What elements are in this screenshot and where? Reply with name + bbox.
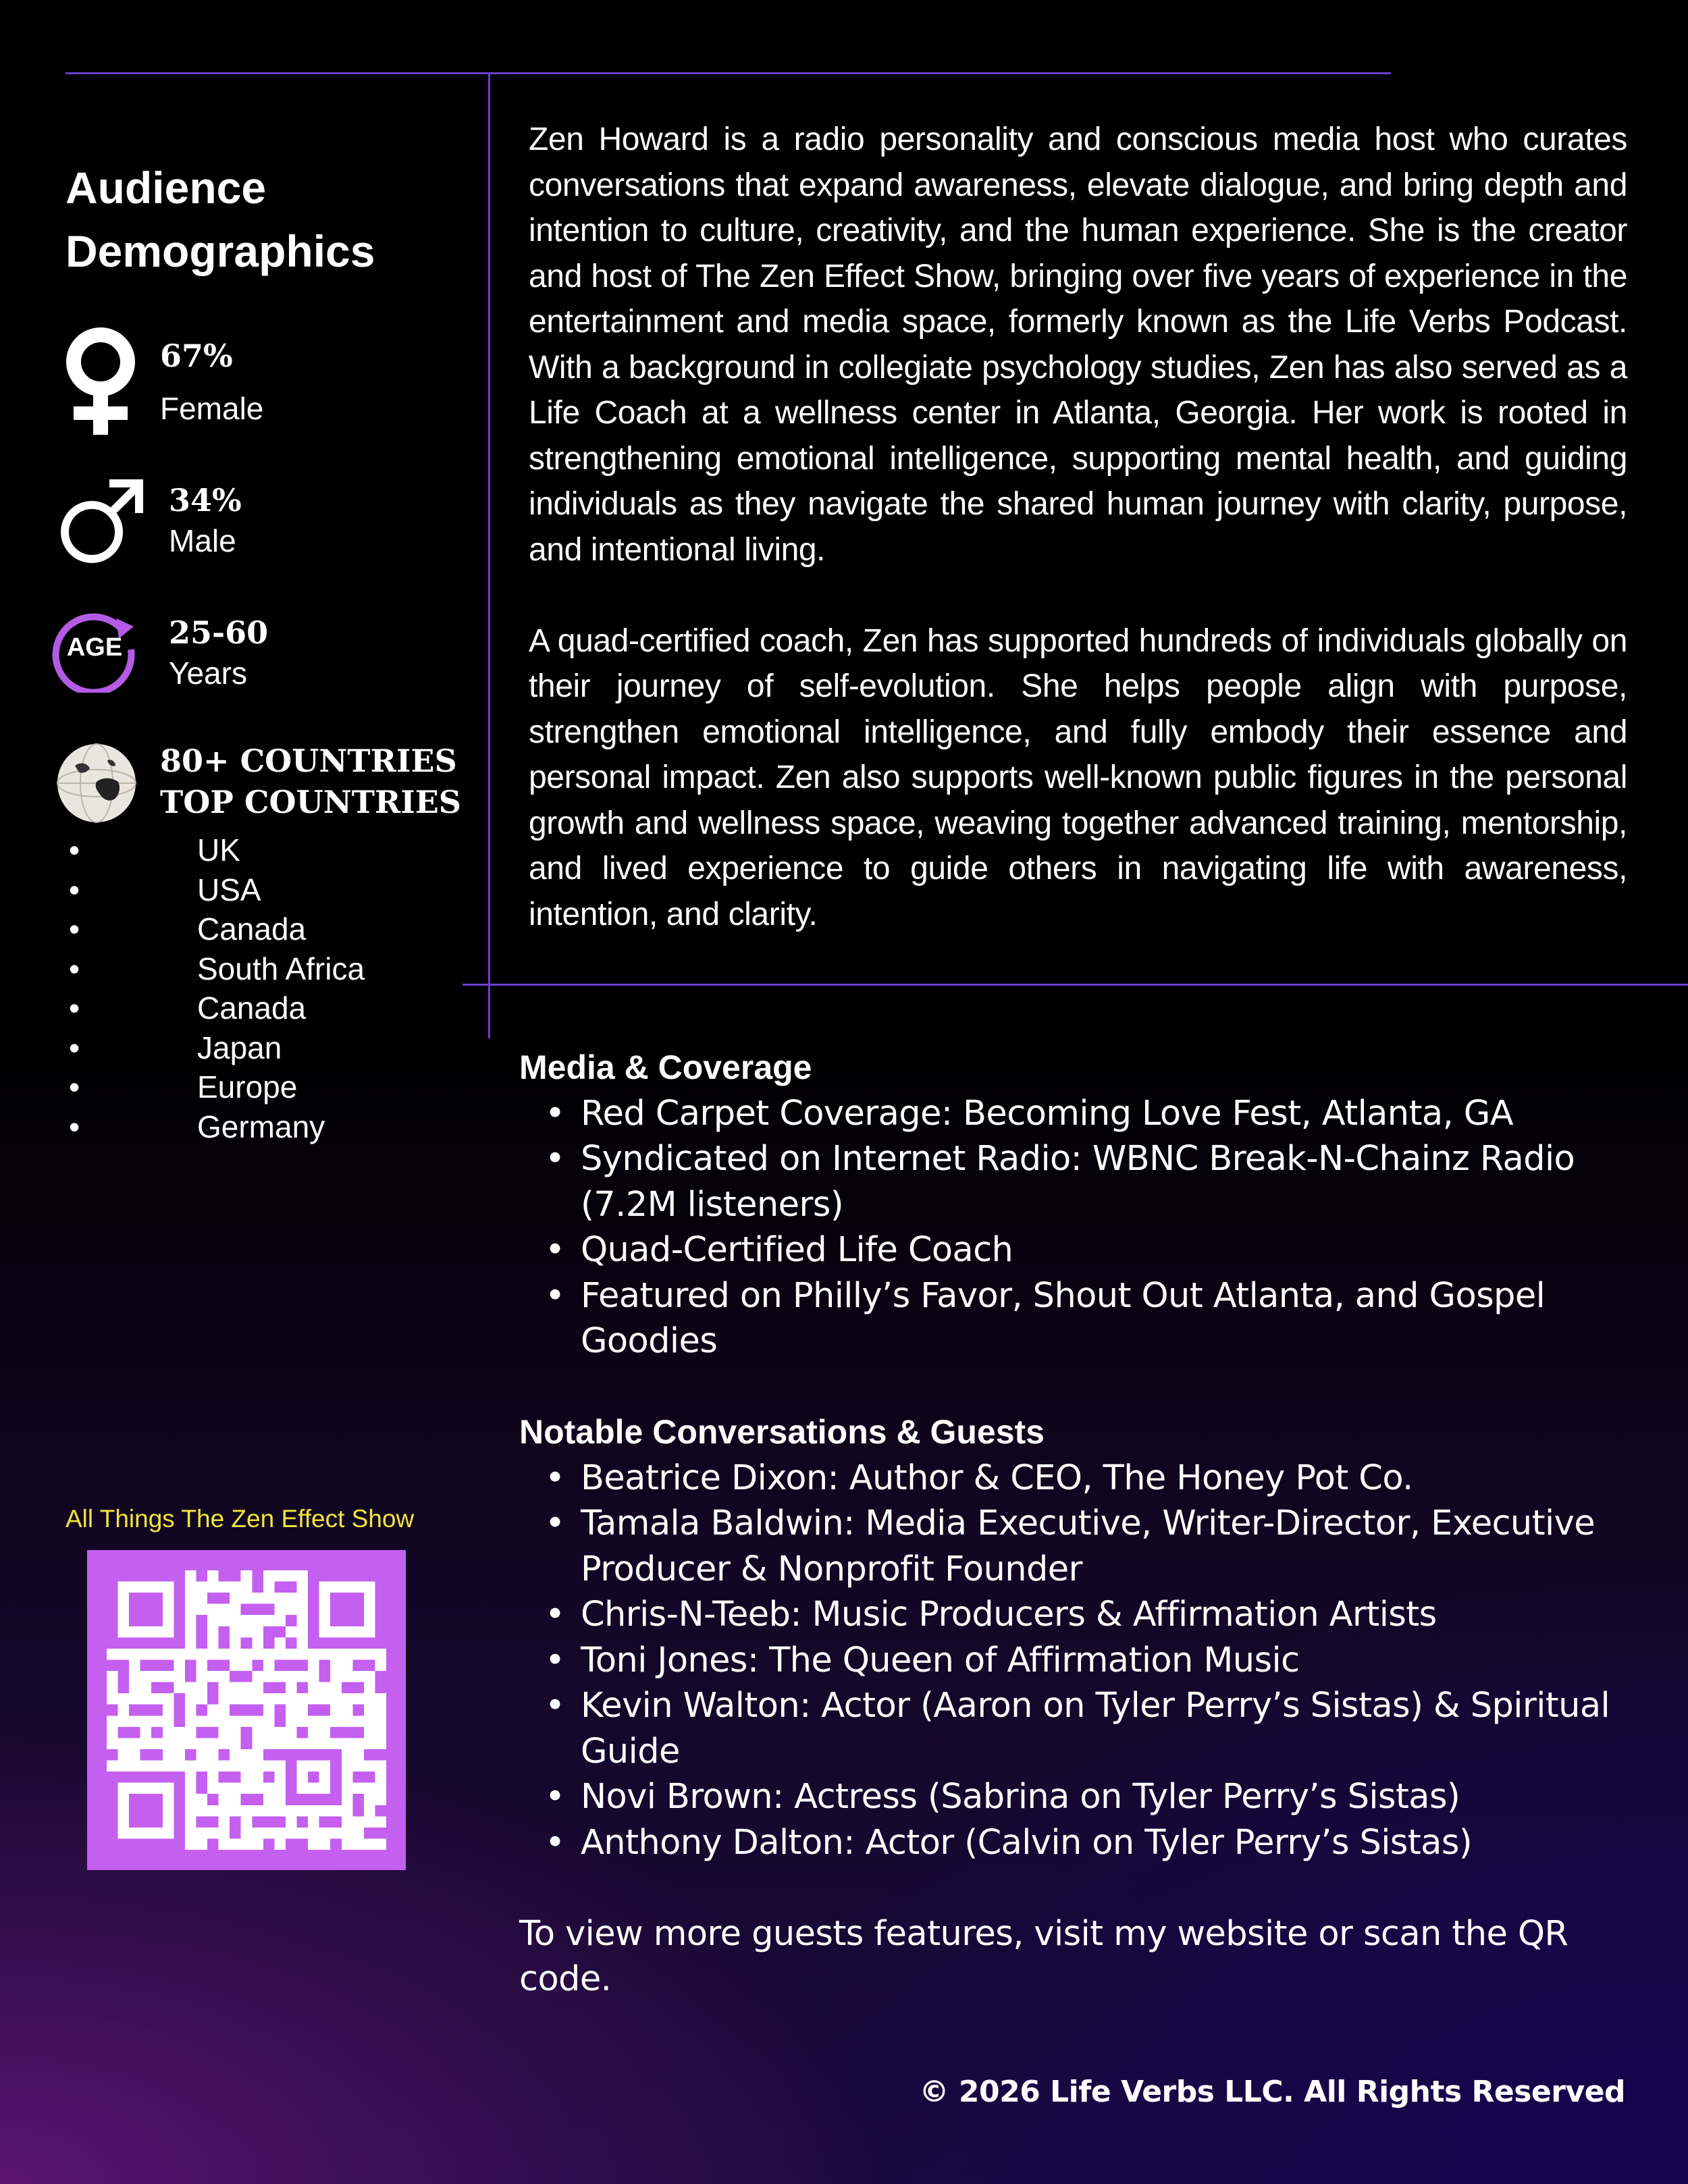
- media-list: [519, 1091, 1627, 1364]
- list-item: • UK: [162, 830, 446, 870]
- top-countries-heading: TOP COUNTRIES: [160, 784, 462, 820]
- globe-icon: [56, 743, 137, 827]
- list-item: • Europe: [162, 1067, 446, 1107]
- list-item: • Chris-N-Teeb: Music Producers & Affirmation Artists: [519, 1592, 1627, 1638]
- qr-code[interactable]: [87, 1550, 406, 1870]
- age-label: Years: [169, 656, 247, 691]
- list-item: • Novi Brown: Actress (Sabrina on Tyler Perry’s Sistas): [519, 1774, 1627, 1820]
- footer-copyright: © 2026 Life Verbs LLC. All Rights Reserved: [919, 2075, 1625, 2109]
- male-percent: 34%: [169, 482, 242, 518]
- age-badge: AGE: [66, 633, 123, 662]
- bio-paragraph-2: A quad-certified coach, Zen has supported hundreds of individuals globally on their journey of self-evolution. She helps people align with purpose, strengthen emotional intelligence, and fully embody their essence and personal impact. Zen also supports well-known public figures in the personal growth and wellness space, weaving together advanced training, mentorship, and lived experience to guide others in navigating life with awareness, intention, and clarity.: [529, 622, 1627, 932]
- list-item: • Japan: [162, 1028, 446, 1068]
- age-icon: [51, 606, 138, 693]
- guests-list: [519, 1456, 1627, 1866]
- female-label: Female: [160, 391, 264, 426]
- female-icon: [63, 327, 138, 438]
- age-range: 25-60: [169, 614, 269, 651]
- cta-text: To view more guests features, visit my website or scan the QR code.: [519, 1913, 1568, 1999]
- list-item: • Beatrice Dixon: Author & CEO, The Honey Pot Co.: [519, 1456, 1627, 1501]
- media-heading: Media & Coverage: [519, 1048, 812, 1086]
- list-item: • South Africa: [162, 949, 446, 989]
- list-item: • Tamala Baldwin: Media Executive, Writer-Director, Executive Producer & Nonprofit Founder: [519, 1501, 1627, 1592]
- bio-text: [529, 117, 1627, 937]
- list-item: • Quad-Certified Life Coach: [519, 1227, 1627, 1273]
- list-item: • Anthony Dalton: Actor (Calvin on Tyler Perry’s Sistas): [519, 1820, 1627, 1866]
- countries-list: [162, 830, 446, 1146]
- section-divider: [463, 984, 1688, 986]
- list-item: • Featured on Philly’s Favor, Shout Out Atlanta, and Gospel Goodies: [519, 1273, 1627, 1364]
- list-item: • Syndicated on Internet Radio: WBNC Break-N-Chainz Radio (7.2M listeners): [519, 1136, 1627, 1227]
- list-item: • Canada: [162, 988, 446, 1028]
- qr-caption: All Things The Zen Effect Show: [65, 1505, 415, 1533]
- male-label: Male: [169, 523, 236, 558]
- list-item: • Kevin Walton: Actor (Aaron on Tyler Perry’s Sistas) & Spiritual Guide: [519, 1683, 1627, 1774]
- media-section: [519, 1045, 1627, 2002]
- list-item: • USA: [162, 870, 446, 910]
- demographics-title: Audience Demographics: [65, 163, 375, 276]
- guests-heading: Notable Conversations & Guests: [519, 1413, 1045, 1451]
- list-item: • Toni Jones: The Queen of Affirmation Music: [519, 1638, 1627, 1684]
- top-divider: [65, 72, 1391, 74]
- countries-count: 80+ COUNTRIES: [160, 743, 457, 779]
- bio-paragraph-1: Zen Howard is a radio personality and conscious media host who curates conversations that expand awareness, elevate dialogue, and bring depth and intention to culture, creativity, and the human experience. She is the creator and host of The Zen Effect Show, bringing over five years of experience in the entertainment and media space, formerly known as the Life Verbs Podcast. With a background in collegiate psychology studies, Zen has also served as a Life Coach at a wellness center in Atlanta, Georgia. Her work is rooted in strengthening emotional intelligence, supporting mental health, and guiding individuals as they navigate the shared human journey with clarity, purpose, and intentional living.: [529, 122, 1627, 568]
- female-percent: 67%: [160, 338, 233, 374]
- list-item: • Red Carpet Coverage: Becoming Love Fest, Atlanta, GA: [519, 1091, 1627, 1137]
- list-item: • Canada: [162, 909, 446, 949]
- male-icon: [57, 477, 144, 570]
- list-item: • Germany: [162, 1107, 446, 1147]
- column-divider: [488, 74, 490, 1038]
